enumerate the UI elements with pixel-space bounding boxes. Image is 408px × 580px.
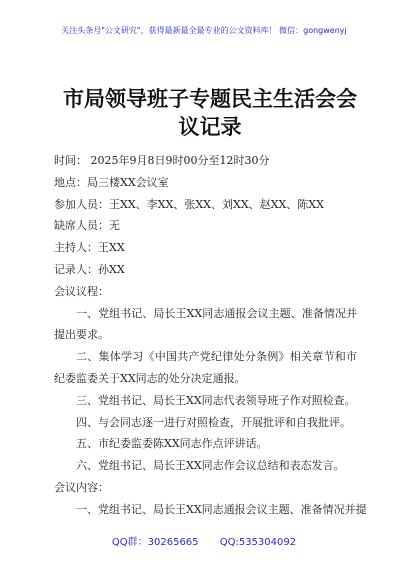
agenda-item: 一、党组书记、局长王XX同志通报会议主题、准备情况并提出要求。 bbox=[54, 306, 357, 342]
meeting-recorder: 记录人：孙XX bbox=[54, 262, 125, 276]
document-body bbox=[54, 150, 367, 521]
content-heading: 会议内容： bbox=[54, 480, 109, 494]
meeting-host: 主持人：王XX bbox=[54, 241, 125, 255]
content-first-paragraph: 一、党组书记、局长王XX同志通报会议主题、准备情况并提 bbox=[76, 502, 367, 516]
meeting-time: 时间： 2025年9月8日9时00分至12时30分 bbox=[54, 154, 270, 167]
footer-qq-group: QQ群：30265665 bbox=[111, 537, 199, 548]
meeting-place: 地点：局三楼XX会议室 bbox=[54, 175, 169, 189]
meeting-absent: 缺席人员：无 bbox=[54, 219, 120, 233]
meeting-attendees: 参加人员：王XX、李XX、张XX、刘XX、赵XX、陈XX bbox=[54, 197, 324, 211]
agenda-item: 四、与会同志逐一进行对照检查，开展批评和自我批评。 bbox=[76, 415, 351, 429]
agenda-item: 二、集体学习《中国共产党纪律处分条例》相关章节和市纪委监委关于XX同志的处分决定通报。 bbox=[54, 350, 357, 385]
header-promo-note: 关注头条号"公文研究"，获得最新最全最专业的公文资料库！ 微信：gongwenyj bbox=[61, 26, 347, 35]
agenda-item: 六、党组书记、局长王XX同志作会议总结和表态发言。 bbox=[76, 459, 345, 473]
document-title: 市局领导班子专题民主生活会会议记录 bbox=[63, 86, 357, 139]
footer-qq: QQ:535304092 bbox=[219, 537, 297, 548]
agenda-item: 三、党组书记、局长王XX同志代表领导班子作对照检查。 bbox=[76, 393, 356, 407]
footer-contact bbox=[0, 533, 408, 548]
agenda-item: 五、市纪委监委陈XX同志作点评讲话。 bbox=[76, 437, 268, 451]
agenda-heading: 会议议程： bbox=[54, 284, 109, 298]
